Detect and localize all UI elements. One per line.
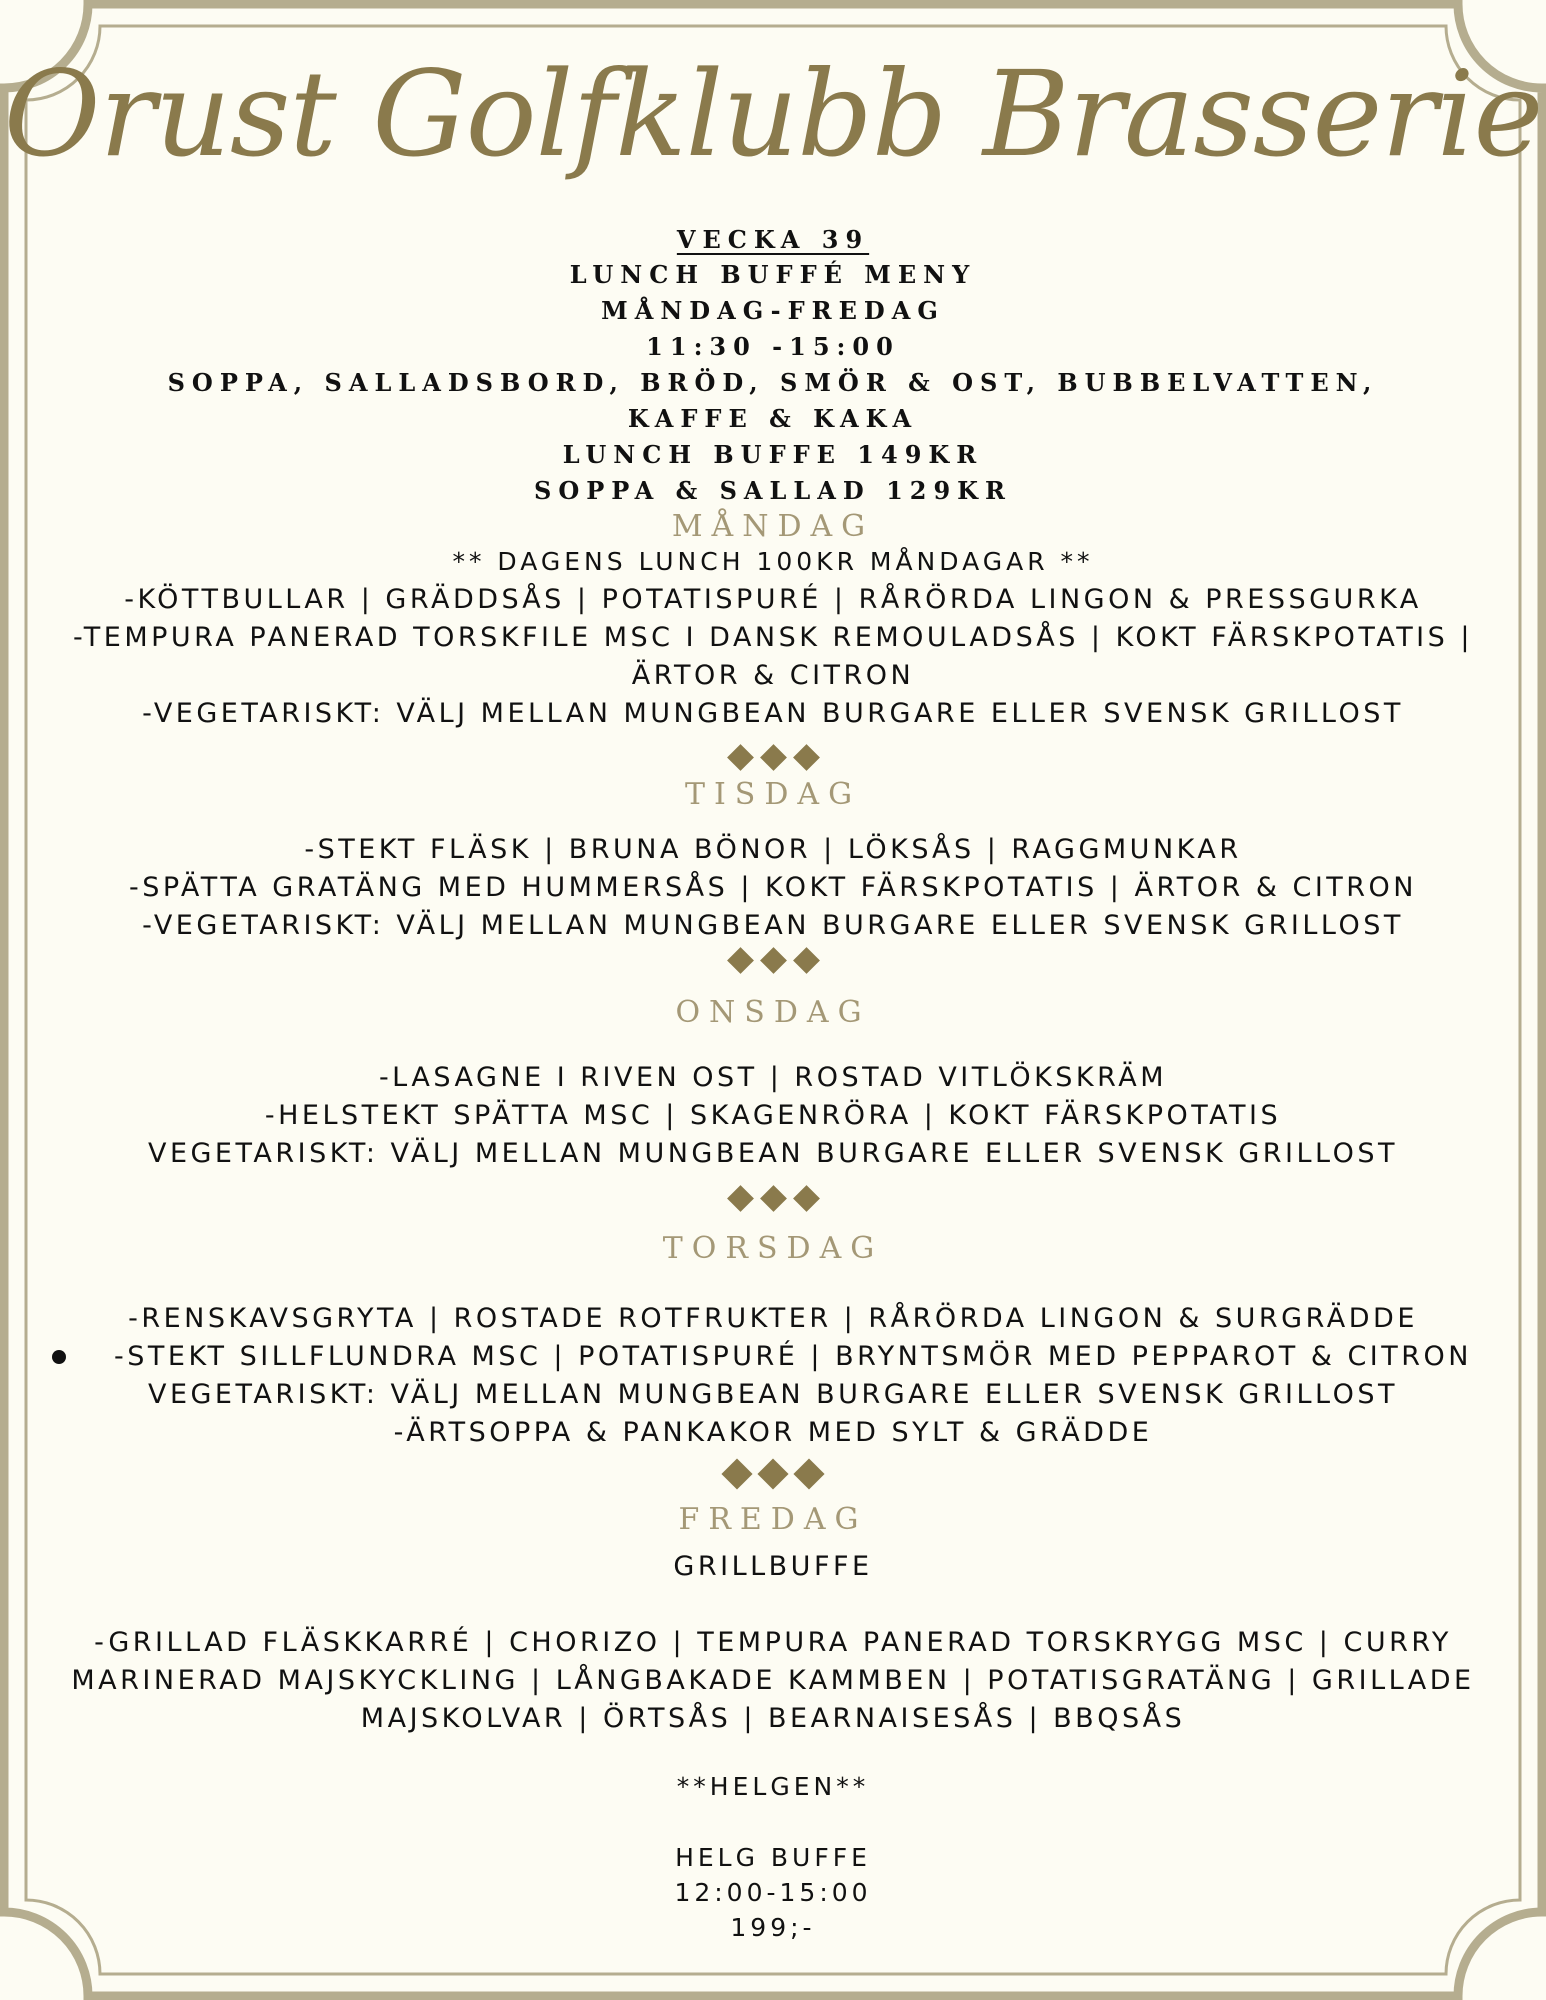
wednesday-item: VEGETARISKT: VÄLJ MELLAN MUNGBEAN BURGARE ELLER SVENSK GRILLOST xyxy=(147,1138,1398,1169)
thursday-item: -ÄRTSOPPA & PANKAKOR MED SYLT & GRÄDDE xyxy=(393,1417,1153,1448)
weekend-hours: 12:00-15:00 xyxy=(674,1878,872,1907)
monday-item: -KÖTTBULLAR | GRÄDDSÅS | POTATISPURÉ | RÅRÖRDA LINGON & PRESSGURKA xyxy=(124,584,1422,615)
menu-includes-cont: KAFFE & KAKA xyxy=(627,404,919,433)
friday-subtitle: GRILLBUFFE xyxy=(673,1551,873,1582)
price-buffe: LUNCH BUFFE 149KR xyxy=(562,440,984,469)
day-label-thursday: TORSDAG xyxy=(662,1231,884,1266)
day-label-wednesday: ONSDAG xyxy=(675,995,871,1030)
menu-hours: 11:30 -15:00 xyxy=(646,332,900,361)
friday-item: MAJSKOLVAR | ÖRTSÅS | BEARNAISESÅS | BBQSÅS xyxy=(360,1703,1186,1734)
monday-offer: ** DAGENS LUNCH 100KR MÅNDAGAR ** xyxy=(452,547,1094,576)
monday-item: -TEMPURA PANERAD TORSKFILE MSC I DANSK REMOULADSÅS | KOKT FÄRSKPOTATIS | xyxy=(73,622,1473,653)
price-soppa: SOPPA & SALLAD 129KR xyxy=(534,476,1012,505)
tuesday-item: -VEGETARISKT: VÄLJ MELLAN MUNGBEAN BURGARE ELLER SVENSK GRILLOST xyxy=(142,910,1404,941)
weekend-price: 199;- xyxy=(730,1913,816,1942)
wednesday-item: -LASAGNE I RIVEN OST | ROSTAD VITLÖKSKRÄM xyxy=(378,1062,1168,1093)
tuesday-item: -SPÄTTA GRATÄNG MED HUMMERSÅS | KOKT FÄRSKPOTATIS | ÄRTOR & CITRON xyxy=(129,872,1417,903)
friday-item: MARINERAD MAJSKYCKLING | LÅNGBAKADE KAMMBEN | POTATISGRATÄNG | GRILLADE xyxy=(71,1665,1475,1696)
thursday-item: -RENSKAVSGRYTA | ROSTADE ROTFRUKTER | RÅRÖRDA LINGON & SURGRÄDDE xyxy=(128,1303,1418,1334)
page-title: Orust Golfklubb Brasserie xyxy=(3,45,1543,183)
friday-item: -GRILLAD FLÄSKKARRÉ | CHORIZO | TEMPURA PANERAD TORSKRYGG MSC | CURRY xyxy=(94,1627,1452,1658)
week-label: VECKA 39 xyxy=(676,225,870,254)
menu-title: LUNCH BUFFÉ MENY xyxy=(569,260,977,289)
thursday-item: VEGETARISKT: VÄLJ MELLAN MUNGBEAN BURGARE ELLER SVENSK GRILLOST xyxy=(147,1379,1398,1410)
menu-includes: SOPPA, SALLADSBORD, BRÖD, SMÖR & OST, BUBBELVATTEN, xyxy=(167,368,1379,397)
day-label-monday: MÅNDAG xyxy=(671,509,875,544)
diamond-divider xyxy=(0,743,1546,773)
day-label-tuesday: TISDAG xyxy=(684,777,862,812)
day-label-friday: FREDAG xyxy=(678,1502,868,1537)
diamond-divider xyxy=(0,1184,1546,1214)
tuesday-item: -STEKT FLÄSK | BRUNA BÖNOR | LÖKSÅS | RAGGMUNKAR xyxy=(304,834,1242,865)
monday-item: ÄRTOR & CITRON xyxy=(631,660,915,691)
wednesday-item: -HELSTEKT SPÄTTA MSC | SKAGENRÖRA | KOKT FÄRSKPOTATIS xyxy=(264,1100,1282,1131)
weekend-buffe: HELG BUFFE xyxy=(675,1843,871,1872)
diamond-divider xyxy=(0,946,1546,976)
monday-item: -VEGETARISKT: VÄLJ MELLAN MUNGBEAN BURGARE ELLER SVENSK GRILLOST xyxy=(142,698,1404,729)
weekend-heading: **HELGEN** xyxy=(676,1772,870,1801)
diamond-divider xyxy=(0,1458,1546,1488)
menu-days: MÅNDAG-FREDAG xyxy=(601,296,945,325)
thursday-item: -STEKT SILLFLUNDRA MSC | POTATISPURÉ | BRYNTSMÖR MED PEPPAROT & CITRON xyxy=(114,1341,1472,1372)
